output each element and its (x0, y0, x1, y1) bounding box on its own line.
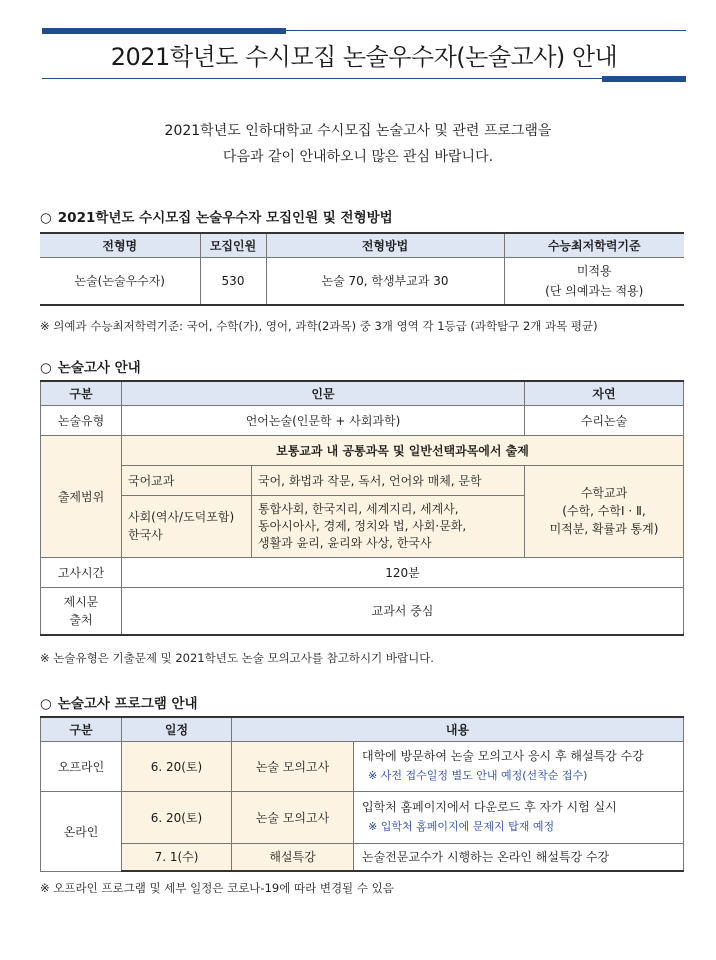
cell-name: 논술(논술우수자) (40, 257, 200, 305)
row-label: 오프라인 (41, 741, 122, 791)
column-header: 수능최저학력기준 (504, 233, 684, 257)
subject-label: 국어교과 (122, 465, 252, 495)
column-header: 내용 (232, 717, 684, 741)
math-subjects (525, 465, 684, 557)
cell-line: 출처 (69, 612, 93, 627)
intro-line: 다음과 같이 안내하오니 많은 관심 바랍니다. (222, 149, 494, 165)
cell-line: 수학교과 (580, 486, 628, 500)
subject-label (122, 495, 252, 557)
row-label: 출제범위 (41, 435, 122, 557)
table-row (41, 557, 684, 587)
table-row (40, 257, 684, 305)
cell-method: 논술 70, 학생부교과 30 (266, 257, 504, 305)
range-header: 보통교과 내 공통과목 및 일반선택과목에서 출제 (122, 435, 684, 465)
column-header: 인문 (122, 381, 525, 405)
cell-date: 6. 20(토) (122, 791, 232, 843)
bullet-icon: ○ (40, 360, 52, 376)
section-title-program (40, 692, 198, 712)
column-header: 일정 (122, 717, 232, 741)
cell-line: 입학처 홈페이지에서 다운로드 후 자가 시험 실시 (362, 800, 617, 814)
section-title-text: 2021학년도 수시모집 논술우수자 모집인원 및 전형방법 (57, 210, 393, 226)
column-header: 자연 (525, 381, 684, 405)
intro-text (0, 118, 716, 170)
note-text: ※ 의예과 수능최저학력기준: 국어, 수학(가), 영어, 과학(2과목) 중 3개 영역 각 1등급 (과학탐구 2개 과목 평균) (40, 319, 598, 333)
column-header: 구분 (41, 381, 122, 405)
cell-desc: 논술전문교수가 시행하는 온라인 해설특강 수강 (354, 843, 684, 871)
section-title-text: 논술고사 프로그램 안내 (57, 696, 198, 712)
column-header: 구분 (41, 717, 122, 741)
title-line-decoration (286, 30, 686, 31)
cell-humanities-type: 언어논술(인문학 + 사회과학) (122, 405, 525, 435)
intro-line: 2021학년도 인하대학교 수시모집 논술고사 및 관련 프로그램을 (164, 123, 552, 139)
column-header: 전형명 (40, 233, 200, 257)
cell-subnote: ※ 사전 접수일정 별도 안내 예정(선착순 접수) (368, 769, 588, 782)
cell-line: 사회(역사/도덕포함) (128, 510, 235, 524)
cell-line: (단 의예과는 적용) (545, 283, 644, 298)
cell-natural-type: 수리논술 (525, 405, 684, 435)
title-line-decoration (42, 78, 602, 79)
row-label: 고사시간 (41, 557, 122, 587)
cell-line: 생활과 윤리, 윤리와 사상, 한국사 (258, 535, 432, 550)
cell-source: 교과서 중심 (122, 587, 684, 635)
bullet-icon: ○ (40, 210, 52, 226)
cell-line: 제시문 (63, 594, 99, 609)
table-row (41, 435, 684, 465)
title-bar-decoration (602, 76, 686, 82)
section-title-text: 논술고사 안내 (57, 360, 141, 376)
title-bar-decoration (42, 28, 286, 34)
table-row (41, 465, 684, 495)
column-header: 모집인원 (200, 233, 266, 257)
cell-time: 120분 (122, 557, 684, 587)
page-title: 2021학년도 수시모집 논술우수자(논술고사) 안내 (110, 43, 618, 71)
cell-line: 통합사회, 한국지리, 세계지리, 세계사, (258, 501, 459, 516)
cell-program: 해설특강 (232, 843, 354, 871)
cell-program: 논술 모의고사 (232, 741, 354, 791)
cell-line: 미적용 (576, 263, 612, 278)
note-text: ※ 오프라인 프로그램 및 세부 일정은 코로나-19에 따라 변경될 수 있음 (40, 881, 394, 895)
bullet-icon: ○ (40, 696, 52, 712)
cell-desc (354, 741, 684, 791)
exam-info-table (40, 380, 684, 636)
cell-subnote: ※ 입학처 홈페이지에 문제지 탑재 예정 (368, 820, 555, 833)
note-text: ※ 논술유형은 기출문제 및 2021학년도 논술 모의고사를 참고하시기 바랍니다. (40, 651, 434, 665)
row-label (41, 587, 122, 635)
table-row (41, 405, 684, 435)
table-row (41, 791, 684, 843)
column-header: 전형방법 (266, 233, 504, 257)
cell-line: (수학, 수학Ⅰ · Ⅱ, (562, 504, 646, 518)
cell-line: 동아시아사, 경제, 정치와 법, 사회·문화, (258, 518, 467, 533)
cell-date: 6. 20(토) (122, 741, 232, 791)
table-row (41, 741, 684, 791)
cell-desc (354, 791, 684, 843)
subject-list (252, 495, 525, 557)
subject-list: 국어, 화법과 작문, 독서, 언어와 매체, 문학 (252, 465, 525, 495)
cell-count: 530 (200, 257, 266, 305)
row-label: 온라인 (41, 791, 122, 871)
cell-minimum (504, 257, 684, 305)
cell-program: 논술 모의고사 (232, 791, 354, 843)
cell-line: 한국사 (128, 528, 163, 542)
cell-date: 7. 1(수) (122, 843, 232, 871)
table-row (41, 843, 684, 871)
program-table (40, 716, 684, 872)
cell-line: 미적분, 확률과 통계) (549, 522, 659, 536)
cell-line: 대학에 방문하여 논술 모의고사 응시 후 해설특강 수강 (362, 749, 644, 763)
row-label: 논술유형 (41, 405, 122, 435)
section-title-exam (40, 356, 141, 376)
title-banner (42, 28, 686, 84)
section-title-recruitment (40, 206, 393, 226)
recruitment-table (40, 232, 684, 306)
table-row (41, 587, 684, 635)
